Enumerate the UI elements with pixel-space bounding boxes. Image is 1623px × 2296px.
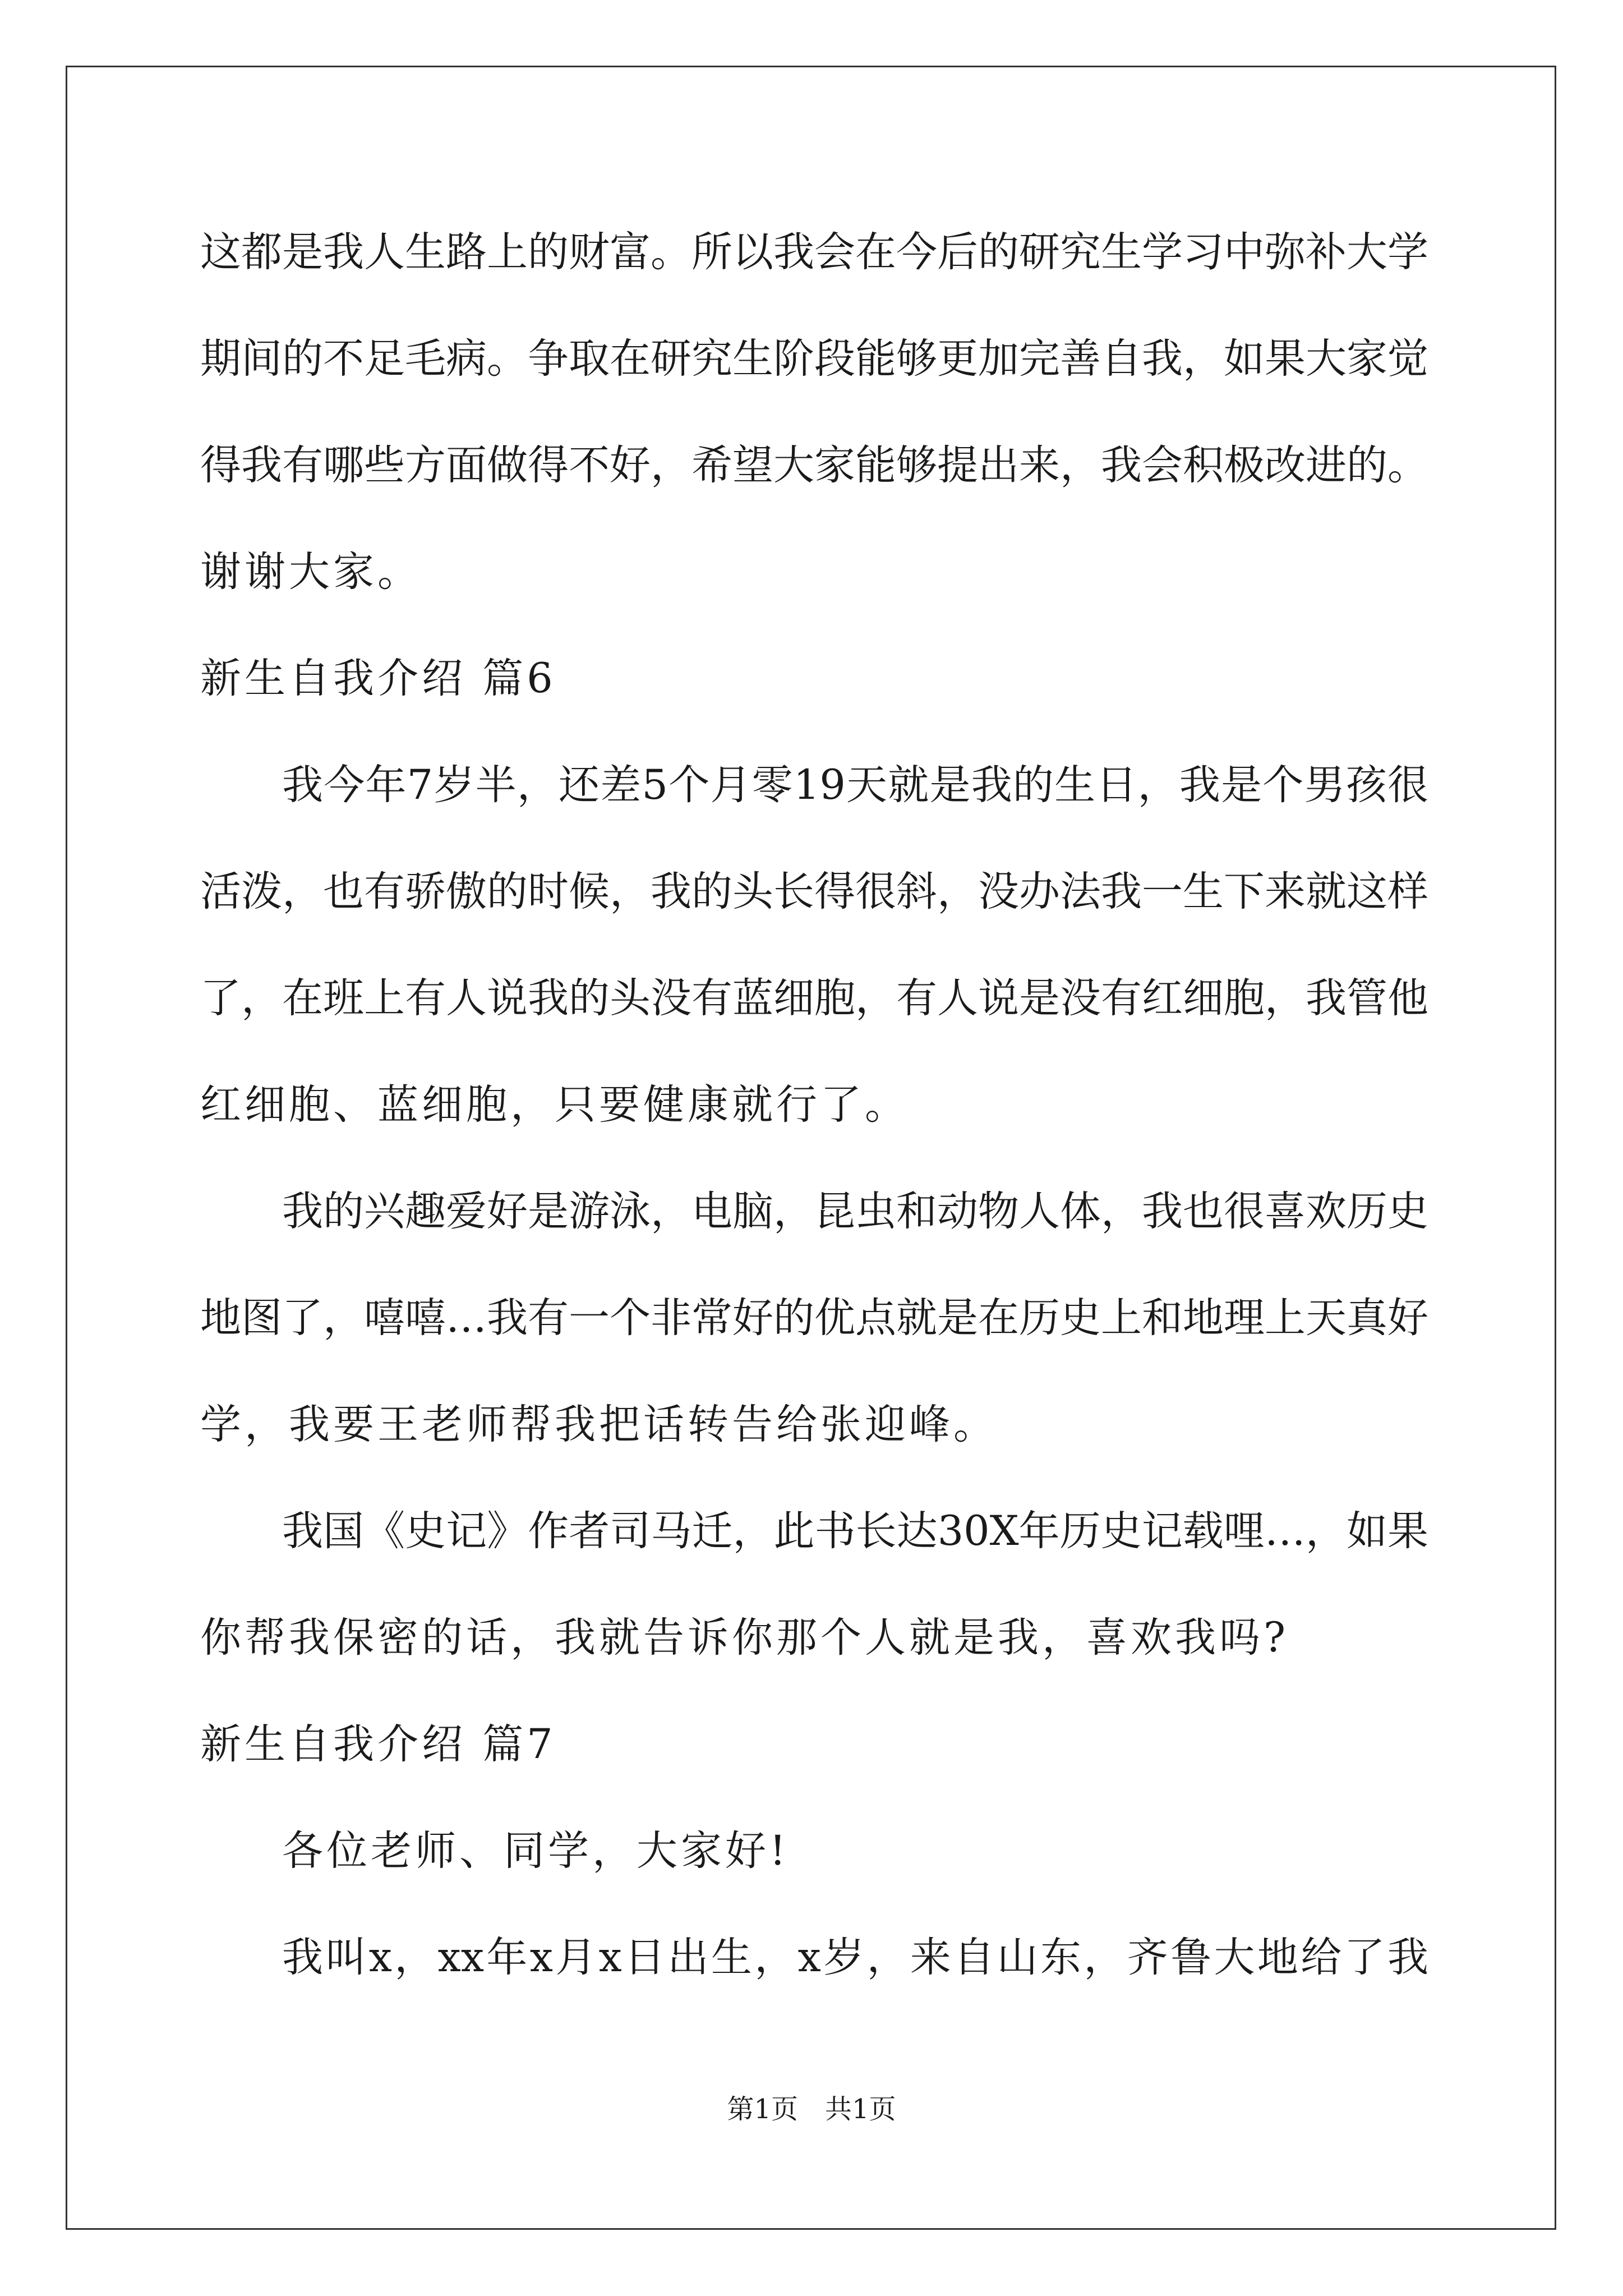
document-body	[200, 219, 1428, 2031]
text-line: 活泼，也有骄傲的时候，我的头长得很斜，没办法我一生下来就这样	[200, 868, 1428, 915]
text-line: 了，在班上有人说我的头没有蓝细胞，有人说是没有红细胞，我管他	[200, 974, 1428, 1022]
text-line: 这都是我人生路上的财富。所以我会在今后的研究生学习中弥补大学	[200, 228, 1428, 276]
text-line: 我的兴趣爱好是游泳，电脑，昆虫和动物人体，我也很喜欢历史	[282, 1188, 1428, 1235]
text-line: 各位老师、同学，大家好!	[282, 1827, 790, 1875]
section-heading: 新生自我介绍 篇7	[200, 1720, 556, 1768]
page-footer: 第1页 共1页	[727, 2093, 896, 2125]
text-line: 我今年7岁半，还差5个月零19天就是我的生日，我是个男孩很	[282, 761, 1428, 809]
text-line: 地图了，嘻嘻…我有一个非常好的优点就是在历史上和地理上天真好	[200, 1294, 1428, 1342]
text-line: 你帮我保密的话，我就告诉你那个人就是我，喜欢我吗?	[200, 1614, 1289, 1662]
text-line: 红细胞、蓝细胞，只要健康就行了。	[200, 1081, 909, 1129]
text-line: 谢谢大家。	[200, 548, 422, 596]
text-line: 我叫x，xx年x月x日出生，x岁，来自山东，齐鲁大地给了我	[282, 1934, 1428, 1981]
text-line: 我国《史记》作者司马迁，此书长达30X年历史记载哩…，如果	[282, 1507, 1428, 1555]
section-heading: 新生自我介绍 篇6	[200, 655, 556, 702]
text-line: 期间的不足毛病。争取在研究生阶段能够更加完善自我，如果大家觉	[200, 335, 1428, 383]
text-line: 学，我要王老师帮我把话转告给张迎峰。	[200, 1401, 998, 1448]
text-line: 得我有哪些方面做得不好，希望大家能够提出来，我会积极改进的。	[200, 441, 1428, 489]
